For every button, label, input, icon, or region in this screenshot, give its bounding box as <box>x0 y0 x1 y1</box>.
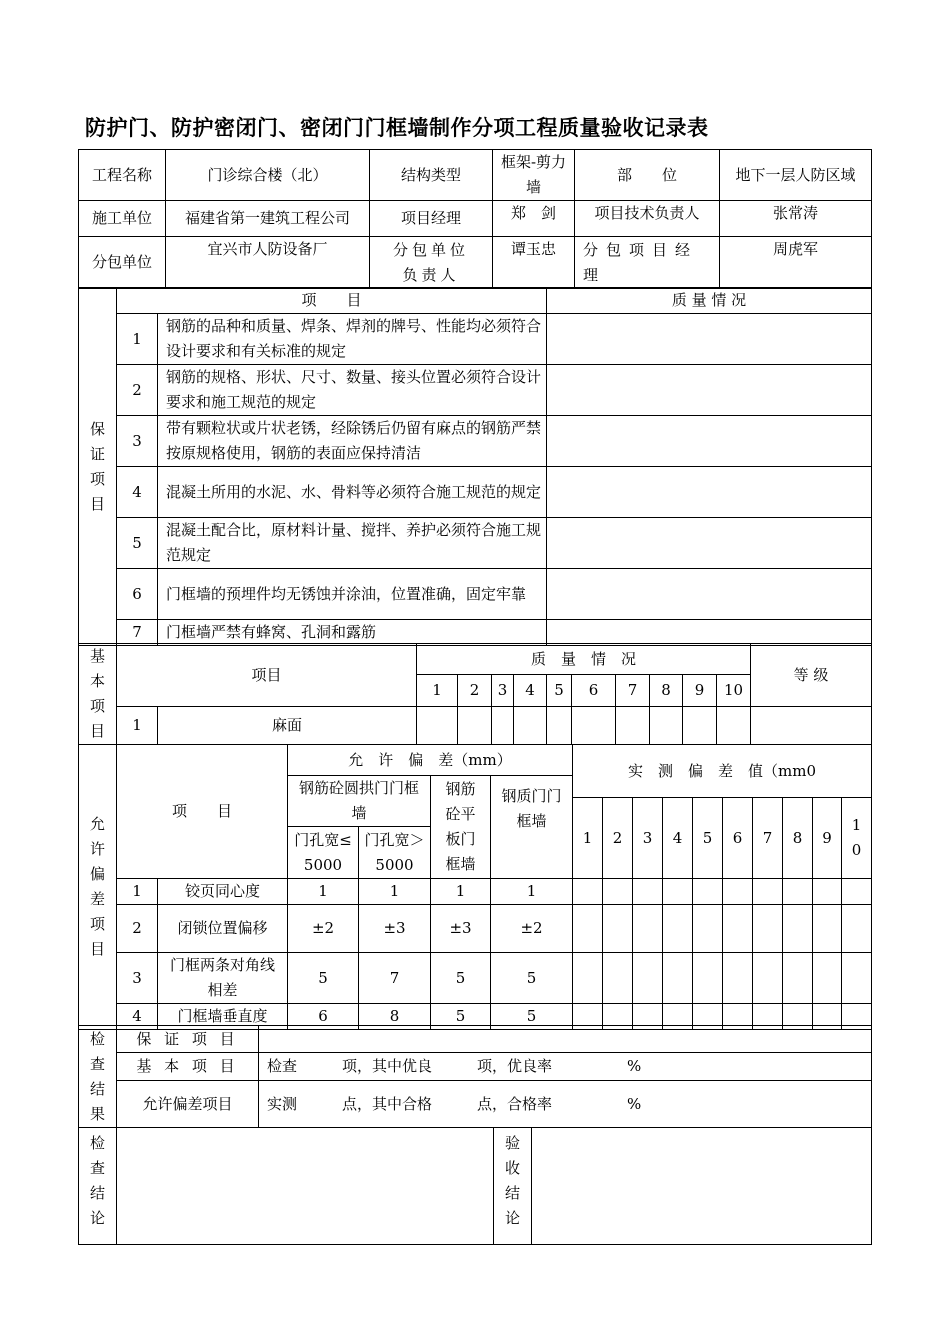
tol-value: 5 <box>431 1004 491 1030</box>
subcontractor: 宜兴市人防设备厂 <box>166 237 370 289</box>
measure-cell[interactable] <box>603 879 633 905</box>
basic-col: 7 <box>616 675 650 707</box>
measure-cell[interactable] <box>603 905 633 953</box>
measure-cell[interactable] <box>573 953 603 1004</box>
measure-cell[interactable] <box>663 905 693 953</box>
basic-col: 6 <box>572 675 616 707</box>
tol-value: 1 <box>491 879 573 905</box>
basic-item-header: 项目 <box>117 644 417 707</box>
tol-value: 5 <box>288 953 359 1004</box>
tol-no: 1 <box>117 879 158 905</box>
measure-cell[interactable] <box>813 879 842 905</box>
tol-value: 7 <box>359 953 431 1004</box>
guarantee-result-cell[interactable] <box>259 1026 872 1053</box>
basic-cell[interactable] <box>417 707 458 745</box>
basic-col: 4 <box>514 675 547 707</box>
check-conclusion-label: 检查结论 <box>79 1128 117 1245</box>
measure-cell[interactable] <box>693 953 723 1004</box>
tol-col: 1 <box>573 798 603 879</box>
tol-name: 门框两条对角线相差 <box>158 953 288 1004</box>
tol-value: 5 <box>431 953 491 1004</box>
tol-col: 4 <box>663 798 693 879</box>
basic-col: 5 <box>547 675 572 707</box>
tolerance-item-header: 项 目 <box>117 745 288 879</box>
tol-col: 3 <box>633 798 663 879</box>
guarantee-quality-cell[interactable] <box>547 365 872 416</box>
project-name: 门诊综合楼（北） <box>166 150 370 201</box>
guarantee-quality-cell[interactable] <box>547 620 872 646</box>
tol-col: 6 <box>723 798 753 879</box>
guarantee-quality-cell[interactable] <box>547 416 872 467</box>
measure-cell[interactable] <box>723 905 753 953</box>
measure-cell[interactable] <box>573 879 603 905</box>
basic-col: 9 <box>683 675 717 707</box>
project-manager-label: 项目经理 <box>370 201 493 237</box>
guarantee-no: 1 <box>117 314 158 365</box>
sub-flat-header: 钢筋砼平板门框墙 <box>431 776 491 879</box>
measure-cell[interactable] <box>693 905 723 953</box>
tol-value: 1 <box>359 879 431 905</box>
measure-cell[interactable] <box>783 905 813 953</box>
basic-col: 1 <box>417 675 458 707</box>
measure-cell[interactable] <box>842 879 872 905</box>
tolerance-table <box>78 744 872 1030</box>
measure-cell[interactable] <box>573 905 603 953</box>
measure-cell[interactable] <box>783 879 813 905</box>
allow-header: 允 许 偏 差（mm） <box>288 745 573 776</box>
contractor-label: 施工单位 <box>79 201 166 237</box>
project-name-label: 工程名称 <box>79 150 166 201</box>
tol-no: 4 <box>117 1004 158 1030</box>
measure-cell[interactable] <box>783 953 813 1004</box>
tol-result-text: 实测 点，其中合格 点，合格率 % <box>259 1081 872 1128</box>
guarantee-text: 混凝土所用的水泥、水、骨料等必须符合施工规范的规定 <box>158 467 547 518</box>
basic-no: 1 <box>117 707 158 745</box>
guarantee-no: 5 <box>117 518 158 569</box>
sub-pm-label: 分包项目经理 <box>575 237 720 289</box>
measure-cell[interactable] <box>693 879 723 905</box>
guarantee-section-label: 保证项目 <box>79 288 117 646</box>
measure-cell[interactable] <box>753 879 783 905</box>
tol-value: 5 <box>491 1004 573 1030</box>
basic-cell[interactable] <box>616 707 650 745</box>
measure-cell[interactable] <box>603 953 633 1004</box>
guarantee-quality-header: 质 量 情 况 <box>547 288 872 314</box>
tol-value: 1 <box>431 879 491 905</box>
results-section-label: 检查结果 <box>79 1026 117 1128</box>
tech-lead: 张常涛 <box>720 201 872 237</box>
tol-col: 9 <box>813 798 842 879</box>
tolerance-section-label: 允许偏差项目 <box>79 745 117 1030</box>
guarantee-text: 钢筋的品种和质量、焊条、焊剂的牌号、性能均必须符合设计要求和有关标准的规定 <box>158 314 547 365</box>
measure-cell[interactable] <box>723 879 753 905</box>
basic-col: 10 <box>717 675 751 707</box>
tol-value: 6 <box>288 1004 359 1030</box>
basic-cell[interactable] <box>717 707 751 745</box>
page-title: 防护门、防护密闭门、密闭门门框墙制作分项工程质量验收记录表 <box>85 116 709 140</box>
width-header-1: 门孔宽≤5000 <box>288 827 359 879</box>
location-label: 部 位 <box>575 150 720 201</box>
tol-value: 8 <box>359 1004 431 1030</box>
guarantee-text: 钢筋的规格、形状、尺寸、数量、接头位置必须符合设计要求和施工规范的规定 <box>158 365 547 416</box>
guarantee-quality-cell[interactable] <box>547 467 872 518</box>
measure-cell[interactable] <box>633 905 663 953</box>
tol-name: 铰页同心度 <box>158 879 288 905</box>
basic-grade-header: 等 级 <box>751 644 872 707</box>
guarantee-text: 带有颗粒状或片状老锈，经除锈后仍留有麻点的钢筋严禁按原规格使用，钢筋的表面应保持清洁 <box>158 416 547 467</box>
measure-cell[interactable] <box>753 953 783 1004</box>
tol-col: 10 <box>842 798 872 879</box>
sub-lead: 谭玉忠 <box>493 237 575 289</box>
accept-conclusion-label: 验收结论 <box>494 1128 532 1245</box>
basic-cell[interactable] <box>683 707 717 745</box>
basic-grade-cell[interactable] <box>751 707 872 745</box>
tol-name: 闭锁位置偏移 <box>158 905 288 953</box>
measure-cell[interactable] <box>753 905 783 953</box>
accept-conclusion-cell[interactable] <box>532 1128 872 1245</box>
tol-value: 5 <box>491 953 573 1004</box>
guarantee-quality-cell[interactable] <box>547 569 872 620</box>
measure-cell[interactable] <box>663 879 693 905</box>
basic-col: 2 <box>458 675 492 707</box>
width-header-2: 门孔宽＞5000 <box>359 827 431 879</box>
contractor: 福建省第一建筑工程公司 <box>166 201 370 237</box>
sub-arch-header: 钢筋砼圆拱门门框墙 <box>288 776 431 827</box>
guarantee-no: 2 <box>117 365 158 416</box>
header-table <box>78 149 872 289</box>
measure-cell[interactable] <box>663 953 693 1004</box>
guarantee-result-label: 保 证 项 目 <box>117 1026 259 1053</box>
basic-table <box>78 643 872 745</box>
tol-col: 5 <box>693 798 723 879</box>
results-table <box>78 1025 872 1128</box>
measure-cell[interactable] <box>813 905 842 953</box>
tol-value: ±3 <box>431 905 491 953</box>
tol-col: 8 <box>783 798 813 879</box>
basic-col: 3 <box>492 675 514 707</box>
guarantee-quality-cell[interactable] <box>547 518 872 569</box>
tol-value: 1 <box>288 879 359 905</box>
basic-result-label: 基 本 项 目 <box>117 1053 259 1081</box>
tol-name: 门框墙垂直度 <box>158 1004 288 1030</box>
guarantee-table <box>78 287 872 646</box>
tech-lead-label: 项目技术负责人 <box>575 201 720 237</box>
guarantee-text: 门框墙的预埋件均无锈蚀并涂油，位置准确，固定牢靠 <box>158 569 547 620</box>
measure-cell[interactable] <box>842 953 872 1004</box>
measure-cell[interactable] <box>633 879 663 905</box>
guarantee-no: 7 <box>117 620 158 646</box>
basic-cell[interactable] <box>547 707 572 745</box>
location: 地下一层人防区域 <box>720 150 872 201</box>
basic-section-label: 基本项目 <box>79 644 117 745</box>
project-manager: 郑 剑 <box>493 201 575 237</box>
basic-cell[interactable] <box>514 707 547 745</box>
sub-pm: 周虎军 <box>720 237 872 289</box>
tol-no: 2 <box>117 905 158 953</box>
guarantee-no: 3 <box>117 416 158 467</box>
basic-cell[interactable] <box>650 707 683 745</box>
basic-quality-header: 质 量 情 况 <box>417 644 751 675</box>
conclusion-table <box>78 1127 872 1245</box>
sub-steel-header: 钢质门门框墙 <box>491 776 573 879</box>
measure-cell[interactable] <box>723 953 753 1004</box>
structure-type: 框架-剪力墙 <box>493 150 575 201</box>
tol-result-label: 允许偏差项目 <box>117 1081 259 1128</box>
guarantee-no: 4 <box>117 467 158 518</box>
basic-cell[interactable] <box>492 707 514 745</box>
measure-cell[interactable] <box>813 953 842 1004</box>
tol-value: ±2 <box>288 905 359 953</box>
structure-type-label: 结构类型 <box>370 150 493 201</box>
tol-value: ±3 <box>359 905 431 953</box>
check-conclusion-cell[interactable] <box>117 1128 494 1245</box>
basic-cell[interactable] <box>458 707 492 745</box>
measure-cell[interactable] <box>633 953 663 1004</box>
guarantee-quality-cell[interactable] <box>547 314 872 365</box>
sub-lead-label: 分包单位负责人 <box>370 237 493 289</box>
tol-col: 2 <box>603 798 633 879</box>
tol-no: 3 <box>117 953 158 1004</box>
tol-value: ±2 <box>491 905 573 953</box>
measure-cell[interactable] <box>842 905 872 953</box>
basic-col: 8 <box>650 675 683 707</box>
subcontractor-label: 分包单位 <box>79 237 166 289</box>
basic-result-text: 检查 项，其中优良 项，优良率 % <box>259 1053 872 1081</box>
guarantee-no: 6 <box>117 569 158 620</box>
guarantee-text: 门框墙严禁有蜂窝、孔洞和露筋 <box>158 620 547 646</box>
tol-col: 7 <box>753 798 783 879</box>
measured-header: 实 测 偏 差 值（mm0 <box>573 745 872 798</box>
basic-cell[interactable] <box>572 707 616 745</box>
guarantee-item-header: 项 目 <box>117 288 547 314</box>
guarantee-text: 混凝土配合比，原材料计量、搅拌、养护必须符合施工规范规定 <box>158 518 547 569</box>
basic-text: 麻面 <box>158 707 417 745</box>
